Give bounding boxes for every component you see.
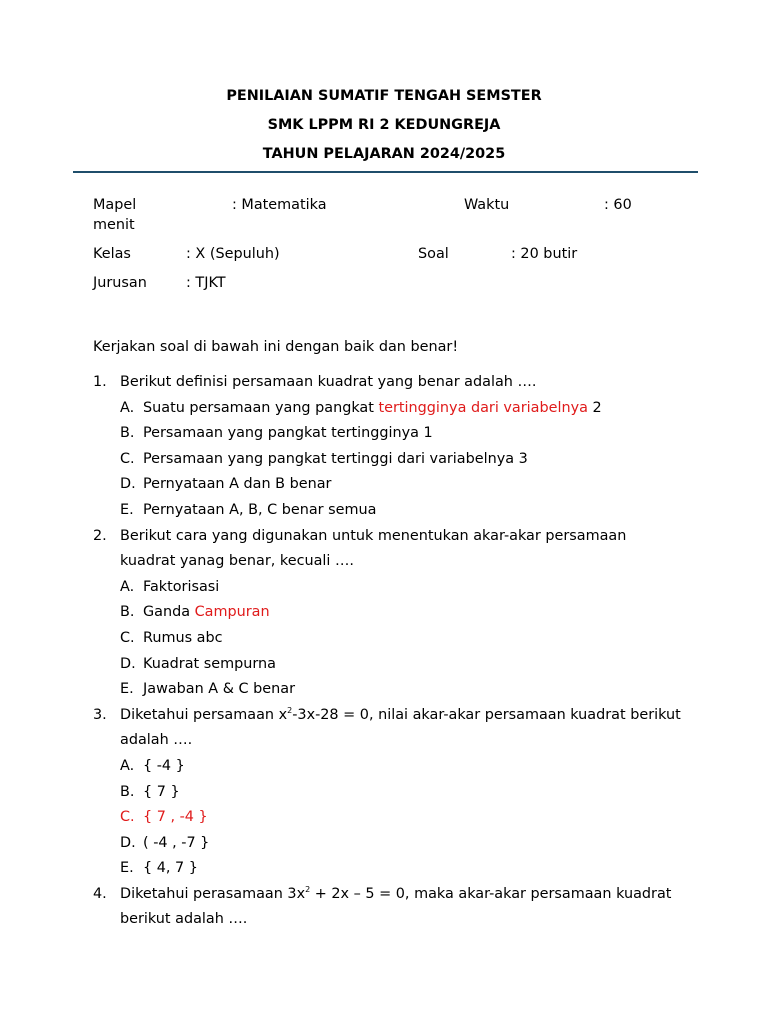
header-title: PENILAIAN SUMATIF TENGAH SEMSTER [226,88,542,104]
option-text-end: 2 [587,399,602,416]
header-divider [73,171,698,173]
option-text: Rumus abc [143,629,223,646]
question-text-start: Diketahui perasamaan 3x [120,885,306,902]
option-a[interactable] [120,754,683,780]
option-text: Suatu persamaan yang pangkat [143,399,379,416]
option-b[interactable] [120,600,683,626]
option-list [120,396,683,524]
option-text: Pernyataan A dan B benar [143,476,332,493]
info-row-mapel [93,195,693,235]
option-letter: D. [120,655,136,672]
option-text: Kuadrat sempurna [143,655,276,672]
option-text: { 4, 7 } [143,860,198,877]
option-d[interactable] [120,831,683,857]
option-c[interactable] [120,626,683,652]
option-list [120,575,683,703]
option-a[interactable] [120,396,683,422]
option-letter: C. [120,629,135,646]
highlighted-text: tertingginya dari variabelnya [378,399,588,416]
question-text-end: -3x-28 = 0, nilai akar-akar persamaan kuadrat berikut adalah …. [120,706,681,749]
waktu-value: : 60 [604,197,632,213]
option-letter: A. [120,757,135,774]
option-text: { 7 , -4 } [143,809,208,826]
question-2 [93,524,683,703]
option-a[interactable] [120,575,683,601]
option-d[interactable] [120,652,683,678]
option-text: Faktorisasi [143,578,220,595]
kelas-label: Kelas [93,246,131,262]
header-year: TAHUN PELAJARAN 2024/2025 [262,146,506,162]
option-letter: C. [120,809,135,826]
option-letter: D. [120,476,136,493]
jurusan-label: Jurusan [93,275,147,291]
soal-label: Soal [418,246,449,262]
option-text: Ganda [143,604,195,621]
question-1 [93,370,683,524]
question-text-start: Diketahui persamaan x [120,706,288,723]
exponent: 2 [287,705,293,715]
question-number: 4. [93,885,107,902]
option-text: Pernyataan A, B, C benar semua [143,501,377,518]
kelas-value: : X (Sepuluh) [186,246,280,262]
soal-value: : 20 butir [511,246,578,262]
option-letter: E. [120,860,134,877]
exponent: 2 [305,884,311,894]
option-b[interactable] [120,421,683,447]
mapel-value: : Matematika [232,197,327,213]
option-letter: B. [120,425,135,442]
question-text [120,882,683,933]
option-letter: E. [120,501,134,518]
option-text: { -4 } [143,757,185,774]
question-number: 3. [93,706,107,723]
option-letter: A. [120,399,135,416]
option-text: Persamaan yang pangkat tertinggi dari variabelnya 3 [143,450,528,467]
option-letter: E. [120,681,134,698]
info-row-kelas [93,244,693,264]
option-letter: A. [120,578,135,595]
header-school: SMK LPPM RI 2 KEDUNGREJA [267,117,501,133]
option-c[interactable] [120,447,683,473]
option-b[interactable] [120,780,683,806]
question-text-end: + 2x – 5 = 0, maka akar-akar persamaan kuadrat berikut adalah …. [120,885,672,928]
option-list [120,754,683,882]
question-number: 1. [93,374,107,390]
option-letter: D. [120,834,136,851]
option-letter: B. [120,783,135,800]
jurusan-value: : TJKT [186,275,226,291]
question-text: Berikut definisi persamaan kuadrat yang benar adalah …. [120,374,537,390]
option-letter: C. [120,450,135,467]
question-3 [93,703,683,882]
option-d[interactable] [120,472,683,498]
waktu-label: Waktu [464,197,510,213]
option-text: { 7 } [143,783,180,800]
question-text [120,703,683,754]
question-text: Berikut cara yang digunakan untuk menentukan akar-akar persamaan kuadrat yanag benar, kecuali …. [120,527,627,570]
info-row-jurusan [93,273,693,293]
option-letter: B. [120,604,135,621]
instruction-text: Kerjakan soal di bawah ini dengan baik dan benar! [93,339,459,355]
option-c-highlighted[interactable] [120,805,683,831]
question-number: 2. [93,527,107,544]
highlighted-text: Campuran [194,604,270,621]
question-4 [93,882,683,933]
option-text: ( -4 , -7 } [143,834,210,851]
option-text: Persamaan yang pangkat tertingginya 1 [143,425,433,442]
exam-header [0,86,768,173]
option-e[interactable] [120,498,683,524]
option-text: Jawaban A & C benar [143,681,295,698]
waktu-unit: menit [93,217,135,233]
option-e[interactable] [120,677,683,703]
question-list [93,370,683,933]
option-e[interactable] [120,856,683,882]
mapel-label: Mapel [93,197,137,213]
